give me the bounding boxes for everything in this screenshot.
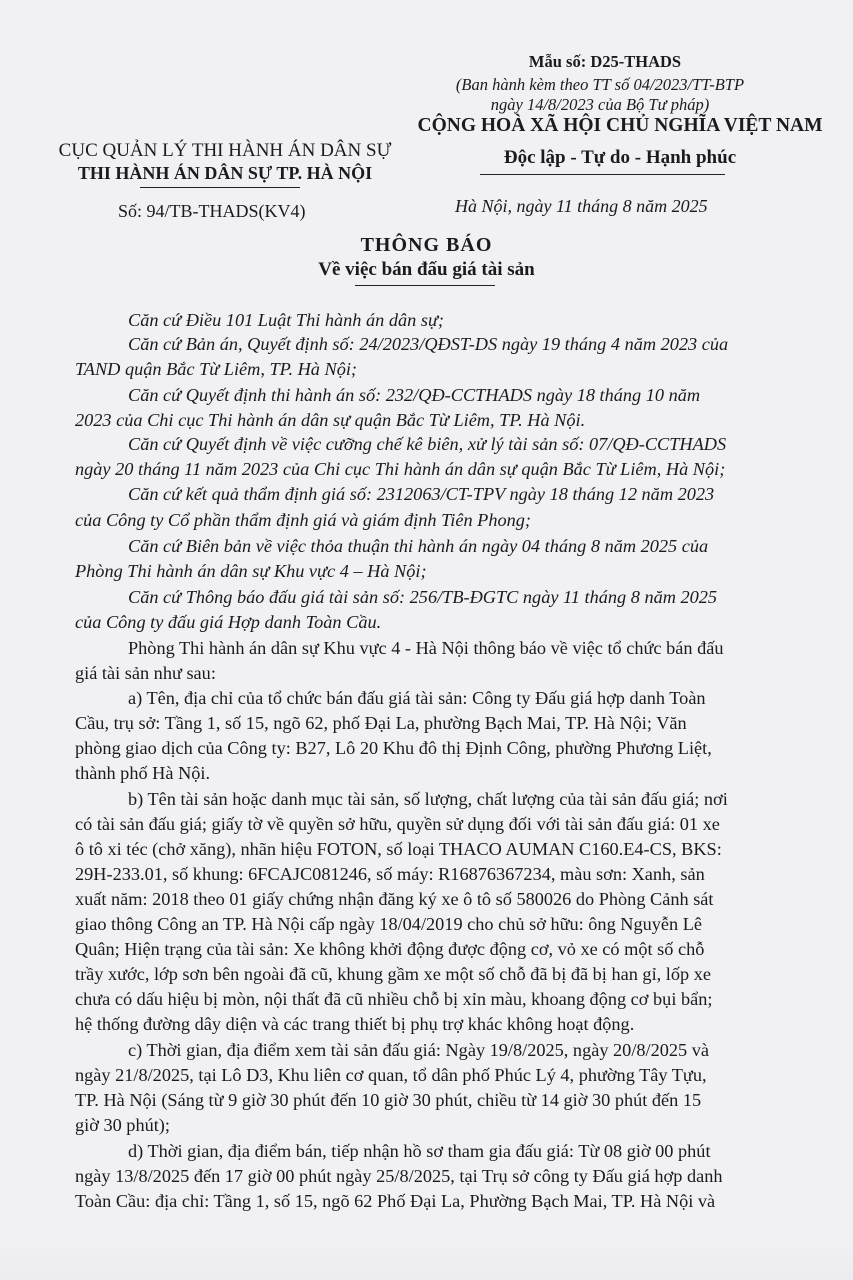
body-line: hệ thống đường dây diện và các trang thiết bị phụ trợ khác không hoạt động. [75,1014,635,1034]
body-line: có tài sản đấu giá; giấy tờ về quyền sở hữu, quyền sử dụng đối với tài sản đấu giá: 01 xe [75,814,720,834]
form-note-line-2: ngày 14/8/2023 của Bộ Tư pháp) [490,95,710,114]
body-line: Phòng Thi hành án dân sự Khu vực 4 - Hà Nội thông báo về việc tổ chức bán đấu [128,638,724,658]
body-line: c) Thời gian, địa điểm xem tài sản đấu giá: Ngày 19/8/2025, ngày 20/8/2025 và [128,1040,710,1060]
body-line: chưa có dấu hiệu bị mòn, nội thất đã cũ nhiều chỗ bị xỉn màu, khoang động cơ bụi bẩn; [75,989,713,1009]
document-title: THÔNG BÁO [360,234,493,256]
body-line: Căn cứ Thông báo đấu giá tài sản số: 256/TB-ĐGTC ngày 11 tháng 8 năm 2025 [128,587,718,607]
body-line: Căn cứ Bản án, Quyết định số: 24/2023/QĐST-DS ngày 19 tháng 4 năm 2023 của [128,334,729,354]
body-line: thành phố Hà Nội. [75,763,211,783]
body-line: a) Tên, địa chỉ của tổ chức bán đấu giá tài sản: Công ty Đấu giá hợp danh Toàn [128,688,706,708]
body-line: Toàn Cầu: địa chỉ: Tầng 1, số 15, ngõ 62 Phố Đại La, Phường Bạch Mai, TP. Hà Nội và [75,1191,716,1211]
body-line: Quân; Hiện trạng của tài sản: Xe không khởi động được động cơ, vỏ xe có một số chỗ [75,939,705,959]
body-line: của Công ty đấu giá Hợp danh Toàn Cầu. [75,612,382,632]
republic-heading: CỘNG HOÀ XÃ HỘI CHỦ NGHĨA VIỆT NAM [417,115,823,136]
body-line: Căn cứ Quyết định thi hành án số: 232/QĐ-CCTHADS ngày 18 tháng 10 năm [128,385,701,405]
motto: Độc lập - Tự do - Hạnh phúc [503,147,737,168]
body-line: của Công ty Cổ phần thẩm định giá và giám định Tiên Phong; [75,510,531,530]
body-line: trầy xước, lớp sơn bên ngoài đã cũ, khung gầm xe một số chỗ đã bị đã bị han gỉ, lốp xe [75,964,711,984]
page-shadow [0,1240,853,1280]
body-line: Phòng Thi hành án dân sự Khu vực 4 – Hà Nội; [75,561,427,581]
body-line: xuất năm: 2018 theo 01 giấy chứng nhận đăng ký xe ô tô số 580026 do Phòng Cảnh sát [75,889,714,909]
body-line: giao thông Công an TP. Hà Nội cấp ngày 18/04/2019 cho chủ sở hữu: ông Nguyễn Lê [75,914,703,934]
body-line: ngày 21/8/2025, tại Lô D3, Khu liên cơ quan, tổ dân phố Phúc Lý 4, phường Tây Tựu, [75,1065,707,1085]
body-line: giờ 30 phút); [75,1115,170,1135]
place-date: Hà Nội, ngày 11 tháng 8 năm 2025 [455,196,708,216]
body-line: Căn cứ Biên bản về việc thỏa thuận thi hành án ngày 04 tháng 8 năm 2025 của [128,536,709,556]
body-line: TP. Hà Nội (Sáng từ 9 giờ 30 phút đến 10 giờ 30 phút, chiều từ 14 giờ 30 phút đến 15 [75,1090,702,1110]
body-line: Căn cứ Quyết định về việc cưỡng chế kê biên, xử lý tài sản số: 07/QĐ-CCTHADS [128,434,727,454]
body-line: phòng giao dịch của Công ty: B27, Lô 20 Khu đô thị Định Công, phường Phương Liệt, [75,738,712,758]
motto-underline [480,174,725,175]
body-line: ngày 20 tháng 11 năm 2023 của Chi cục Thi hành án dân sự quận Bắc Từ Liêm, Hà Nội; [75,459,726,479]
document-subtitle: Về việc bán đấu giá tài sản [318,259,535,280]
body-line: 2023 của Chi cục Thi hành án dân sự quận Bắc Từ Liêm, TP. Hà Nội. [75,410,586,430]
body-line: Căn cứ Điều 101 Luật Thi hành án dân sự; [128,310,445,330]
form-note-line-1: (Ban hành kèm theo TT số 04/2023/TT-BTP [455,75,745,94]
agency-underline [140,187,300,188]
body-line: b) Tên tài sản hoặc danh mục tài sản, số lượng, chất lượng của tài sản đấu giá; nơi [128,789,728,809]
body-line: TAND quận Bắc Từ Liêm, TP. Hà Nội; [75,359,358,379]
body-line: ô tô xi téc (chở xăng), nhãn hiệu FOTON, số loại THACO AUMAN C160.E4-CS, BKS: [75,839,722,859]
body-line: 29H-233.01, số khung: 6FCAJC081246, số máy: R16876367234, màu sơn: Xanh, sản [75,864,705,884]
agency-name: CỤC QUẢN LÝ THI HÀNH ÁN DÂN SỰ [58,140,392,161]
body-line: Căn cứ kết quả thẩm định giá số: 2312063/CT-TPV ngày 18 tháng 12 năm 2023 [128,484,715,504]
subtitle-underline [355,285,495,286]
document-number: Số: 94/TB-THADS(KV4) [118,201,306,221]
body-line: ngày 13/8/2025 đến 17 giờ 00 phút ngày 25/8/2025, tại Trụ sở công ty Đấu giá hợp danh [75,1166,723,1186]
body-line: d) Thời gian, địa điểm bán, tiếp nhận hồ sơ tham gia đấu giá: Từ 08 giờ 00 phút [128,1141,711,1161]
form-code: Mẫu số: D25-THADS [528,52,682,71]
body-line: giá tài sản như sau: [75,663,216,683]
sub-agency-name: THI HÀNH ÁN DÂN SỰ TP. HÀ NỘI [77,163,373,183]
body-line: Cầu, trụ sở: Tầng 1, số 15, ngõ 62, phố Đại La, phường Bạch Mai, TP. Hà Nội; Văn [75,713,687,733]
